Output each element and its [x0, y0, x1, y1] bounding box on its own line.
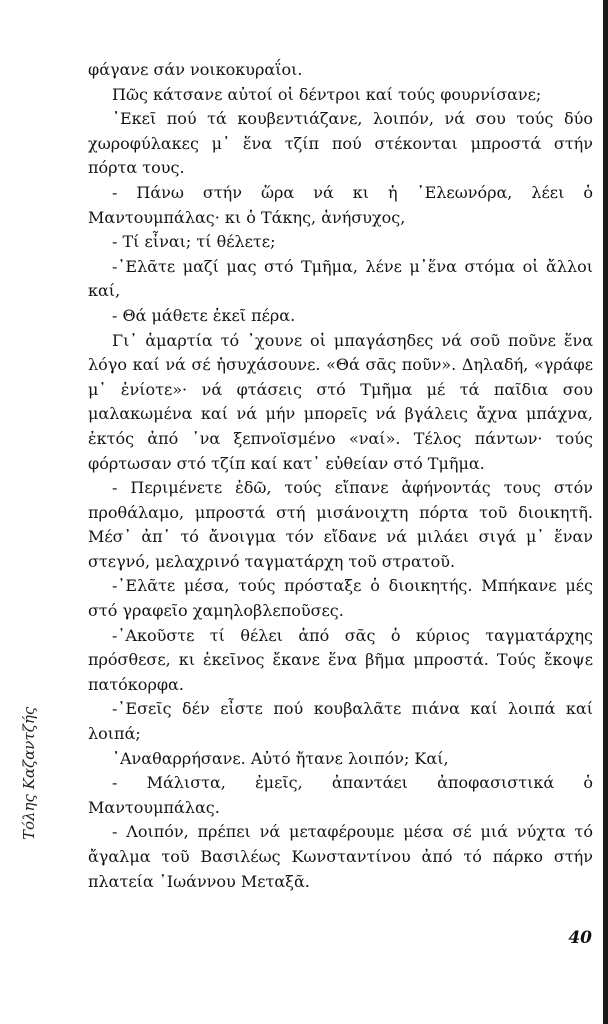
paragraph: - Πάνω στήν ὥρα νά κι ἡ ᾿Ελεωνόρα, λέει ὁ Μαντουμπάλας· κι ὁ Τάκης, ἀνήσυχος, [88, 182, 593, 227]
paragraph: ᾿Εκεῖ πού τά κουβεντιάζανε, λοιπόν, νά σου τούς δύο χωροφύλακες μ᾿ ἕνα τζίπ πού στέκονται μπροστά στήν πόρτα τους. [88, 109, 593, 178]
paragraph: -᾿Ελᾶτε μέσα, τούς πρόσταξε ὁ διοικητής. Μπήκανε μές στό γραφεῖο χαμηλοβλεποῦσες. [88, 576, 593, 621]
paragraph: ᾿Αναθαρρήσανε. Αὐτό ἤτανε λοιπόν; Καί, [112, 748, 449, 768]
paragraph: - Θά μάθετε ἐκεῖ πέρα. [112, 305, 296, 325]
paragraph: -᾿Ακοῦστε τί θέλει ἀπό σᾶς ὁ κύριος ταγματάρχης πρόσθεσε, κι ἐκεῖνος ἔκανε ἕνα βῆμα μπροστά. Τούς ἔκοψε πατόκορφα. [88, 625, 593, 694]
paragraph: - Μάλιστα, ἐμεῖς, ἀπαντάει ἀποφασιστικά ὁ Μαντουμπάλας. [88, 773, 593, 817]
running-head-author: Τόλης Καζαντζής [20, 706, 38, 840]
paragraph: - Τί εἶναι; τί θέλετε; [112, 232, 276, 252]
page-edge [603, 0, 608, 1024]
paragraph: φάγανε σάν νοικοκυραΐοι. [88, 60, 303, 79]
body-text [88, 58, 593, 894]
paragraph: - Περιμένετε ἐδῶ, τούς εἴπανε ἀφήνοντάς τους στόν προθάλαμο, μπροστά στή μισάνοιχτη πόρτα τοῦ διοικητῆ. Μέσ᾿ ἀπ᾿ τό ἄνοιγμα τόν εἴδανε νά μιλάει σιγά μ᾿ ἕναν στεγνό, μελαχρινό ταγματάρχη τοῦ στρατοῦ. [88, 478, 593, 571]
page-number: 40 [568, 928, 592, 948]
paragraph: - Λοιπόν, πρέπει νά μεταφέρουμε μέσα σέ μιά νύχτα τό ἄγαλμα τοῦ Βασιλέως Κωνσταντίνου ἀπό τό πάρκο στήν πλατεία ᾿Ιωάννου Μεταξᾶ. [88, 822, 593, 891]
paragraph: -᾿Εσεῖς δέν εἶστε πού κουβαλᾶτε πιάνα καί λοιπά καί λοιπά; [88, 699, 593, 744]
paragraph: -᾿Ελᾶτε μαζί μας στό Τμῆμα, λένε μ᾿ἕνα στόμα οἱ ἄλλοι καί, [88, 256, 593, 301]
paragraph: Γι᾿ ἁμαρτία τό ᾿χουνε οἱ μπαγάσηδες νά σοῦ ποῦνε ἕνα λόγο καί νά σέ ἡσυχάσουνε. «Θά σᾶς ποῦν». Δηλαδή, «γράφε μ᾿ ἐνίοτε»· νά φτάσεις στό Τμῆμα μέ τά παῖδια σου μαλακωμένα καί νά μήν μπορεῖς νά βγάλεις ἄχνα μπάχνα, ἐκτός ἀπό ᾿να ξεπνοϊσμένο «ναί». Τέλος πάντων· τούς φόρτωσαν στό τζίπ καί κατ᾿ εὐθείαν στό Τμῆμα. [88, 330, 593, 473]
paragraph: Πῶς κάτσανε αὐτοί οἱ δέντροι καί τούς φουρνίσανε; [112, 84, 542, 104]
